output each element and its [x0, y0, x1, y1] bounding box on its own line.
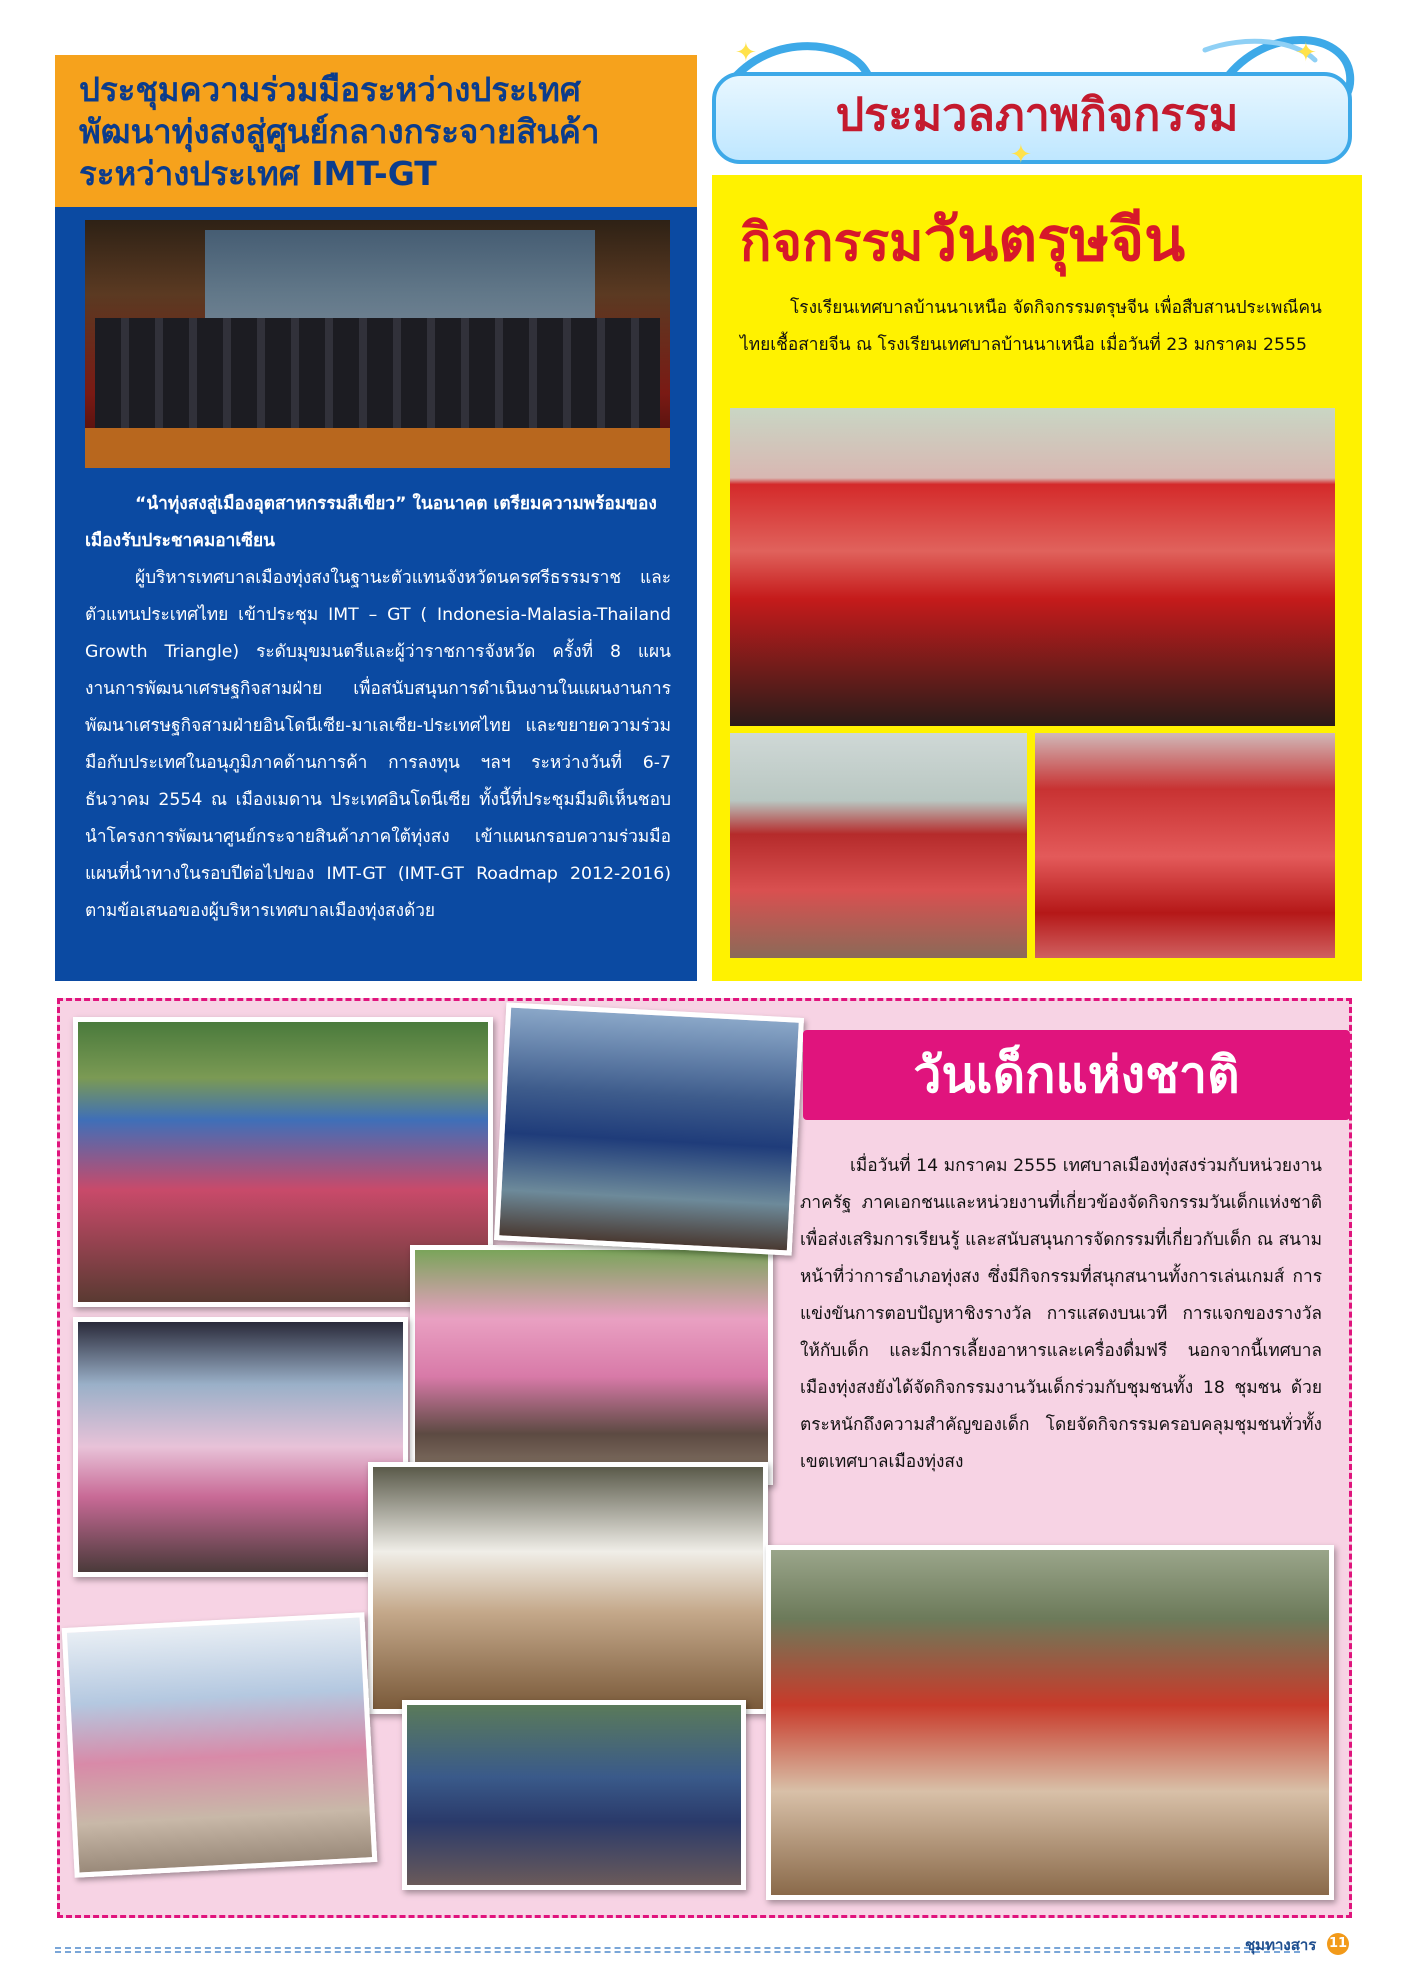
- imt-article-header: [55, 55, 697, 207]
- cny-title-prefix: กิจกรรม: [740, 213, 924, 273]
- kids-day-photo-food-serving: [410, 1245, 773, 1485]
- cny-title-main: วันตรุษจีน: [923, 205, 1186, 275]
- stage-floor: [85, 428, 670, 468]
- star-icon: ✦: [1295, 38, 1317, 68]
- cny-dancers-photo: [1035, 733, 1335, 958]
- footer-publication-name: ชุมทางสาร: [1245, 1936, 1317, 1954]
- kids-day-photo-banner: [62, 1612, 378, 1878]
- star-icon: ✦: [735, 38, 757, 68]
- kids-day-title: วันเด็กแห่งชาติ: [913, 1046, 1240, 1104]
- footer-divider: [55, 1947, 1300, 1953]
- page-number: 11: [1327, 1933, 1349, 1955]
- imt-body-paragraph: ผู้บริหารเทศบาลเมืองทุ่งสงในฐานะตัวแทนจังหวัดนครศรีธรรมราช และตัวแทนประเทศไทย เข้าประชุม IMT – GT ( Indonesia-Malasia-Thailand Growth Triangle) ระดับมุขมนตรีและผู้ว่าราชการจังหวัด ครั้งที่ 8 แผนงานการพัฒนาเศรษฐกิจสามฝ่าย เพื่อสนับสนุนการดำเนินงานในแผนงานการพัฒนาเศรษฐกิจสามฝ่ายอินโดนีเซีย-มาเลเซีย-ประเทศไทย และขยายความร่วมมือกับประเทศในอนุภูมิภาคด้านการค้า การลงทุน ฯลฯ ระหว่างวันที่ 6-7 ธันวาคม 2554 ณ เมืองเมดาน ประเทศอินโดนีเซีย ทั้งนี้ที่ประชุมมีมติเห็นชอบนำโครงการพัฒนาศูนย์กระจายสินค้าภาคใต้ทุ่งสง เข้าแผนกรอบความร่วมมือ แผนที่นำทางในรอบปีต่อไปของ IMT-GT (IMT-GT Roadmap 2012-2016) ตามข้อเสนอของผู้บริหารเทศบาลเมืองทุ่งสงด้วย: [85, 568, 671, 921]
- delegates-row: [95, 318, 660, 428]
- imt-meeting-photo: [85, 220, 670, 468]
- kids-day-photo-meal: [766, 1545, 1334, 1900]
- imt-article-body: [85, 486, 671, 930]
- kids-day-photo-crowd: [73, 1317, 408, 1577]
- imt-title-line-1: ประชุมความร่วมมือระหว่างประเทศ: [79, 70, 581, 109]
- cny-article-title: [740, 205, 1185, 278]
- kids-day-photo-games: [368, 1462, 768, 1714]
- section-header-title: ประมวลภาพกิจกรรม: [835, 88, 1239, 141]
- kids-day-photo-booth: [494, 1002, 804, 1255]
- cny-audience-photo: [730, 733, 1027, 958]
- star-icon: ✦: [1010, 140, 1032, 170]
- cny-article-body: โรงเรียนเทศบาลบ้านนาเหนือ จัดกิจกรรมตรุษจีน เพื่อสืบสานประเพณีคนไทยเชื้อสายจีน ณ โรงเรียนเทศบาลบ้านนาเหนือ เมื่อวันที่ 23 มกราคม 2555: [740, 298, 1322, 355]
- imt-title-line-3: ระหว่างประเทศ IMT-GT: [79, 154, 437, 193]
- kids-day-photo-audience: [402, 1700, 746, 1890]
- imt-title-line-2: พัฒนาทุ่งสงสู่ศูนย์กลางกระจายสินค้า: [79, 112, 600, 151]
- imt-lead-paragraph: “นำทุ่งสงสู่เมืองอุตสาหกรรมสีเขียว” ในอนาคต เตรียมความพร้อมของเมืองรับประชาคมอาเซียน: [85, 494, 657, 551]
- kids-day-body: เมื่อวันที่ 14 มกราคม 2555 เทศบาลเมืองทุ่งสงร่วมกับหน่วยงานภาครัฐ ภาคเอกชนและหน่วยงานที่เกี่ยวข้องจัดกิจกรรมวันเด็กแห่งชาติ เพื่อส่งเสริมการเรียนรู้ และสนับสนุนการจัดกรรมที่เกี่ยวกับเด็ก ณ สนามหน้าที่ว่าการอำเภอทุ่งสง ซึ่งมีกิจกรรมที่สนุกสนานทั้งการเล่นเกมส์ การแข่งขันการตอบปัญหาชิงรางวัล การแสดงบนเวที การแจกของรางวัลให้กับเด็ก และมีการเลี้ยงอาหารและเครื่องดื่มฟรี นอกจากนี้เทศบาลเมืองทุ่งสงยังได้จัดกิจกรรมงานวันเด็กร่วมกับชุมชนทั้ง 18 ชุมชน ด้วยตระหนักถึงความสำคัญของเด็ก โดยจัดกิจกรรมครอบคลุมชุมชนทั่วทั้งเขตเทศบาลเมืองทุ่งสง: [800, 1156, 1322, 1472]
- imt-article-title: [79, 69, 677, 195]
- cny-main-photo: [730, 408, 1335, 726]
